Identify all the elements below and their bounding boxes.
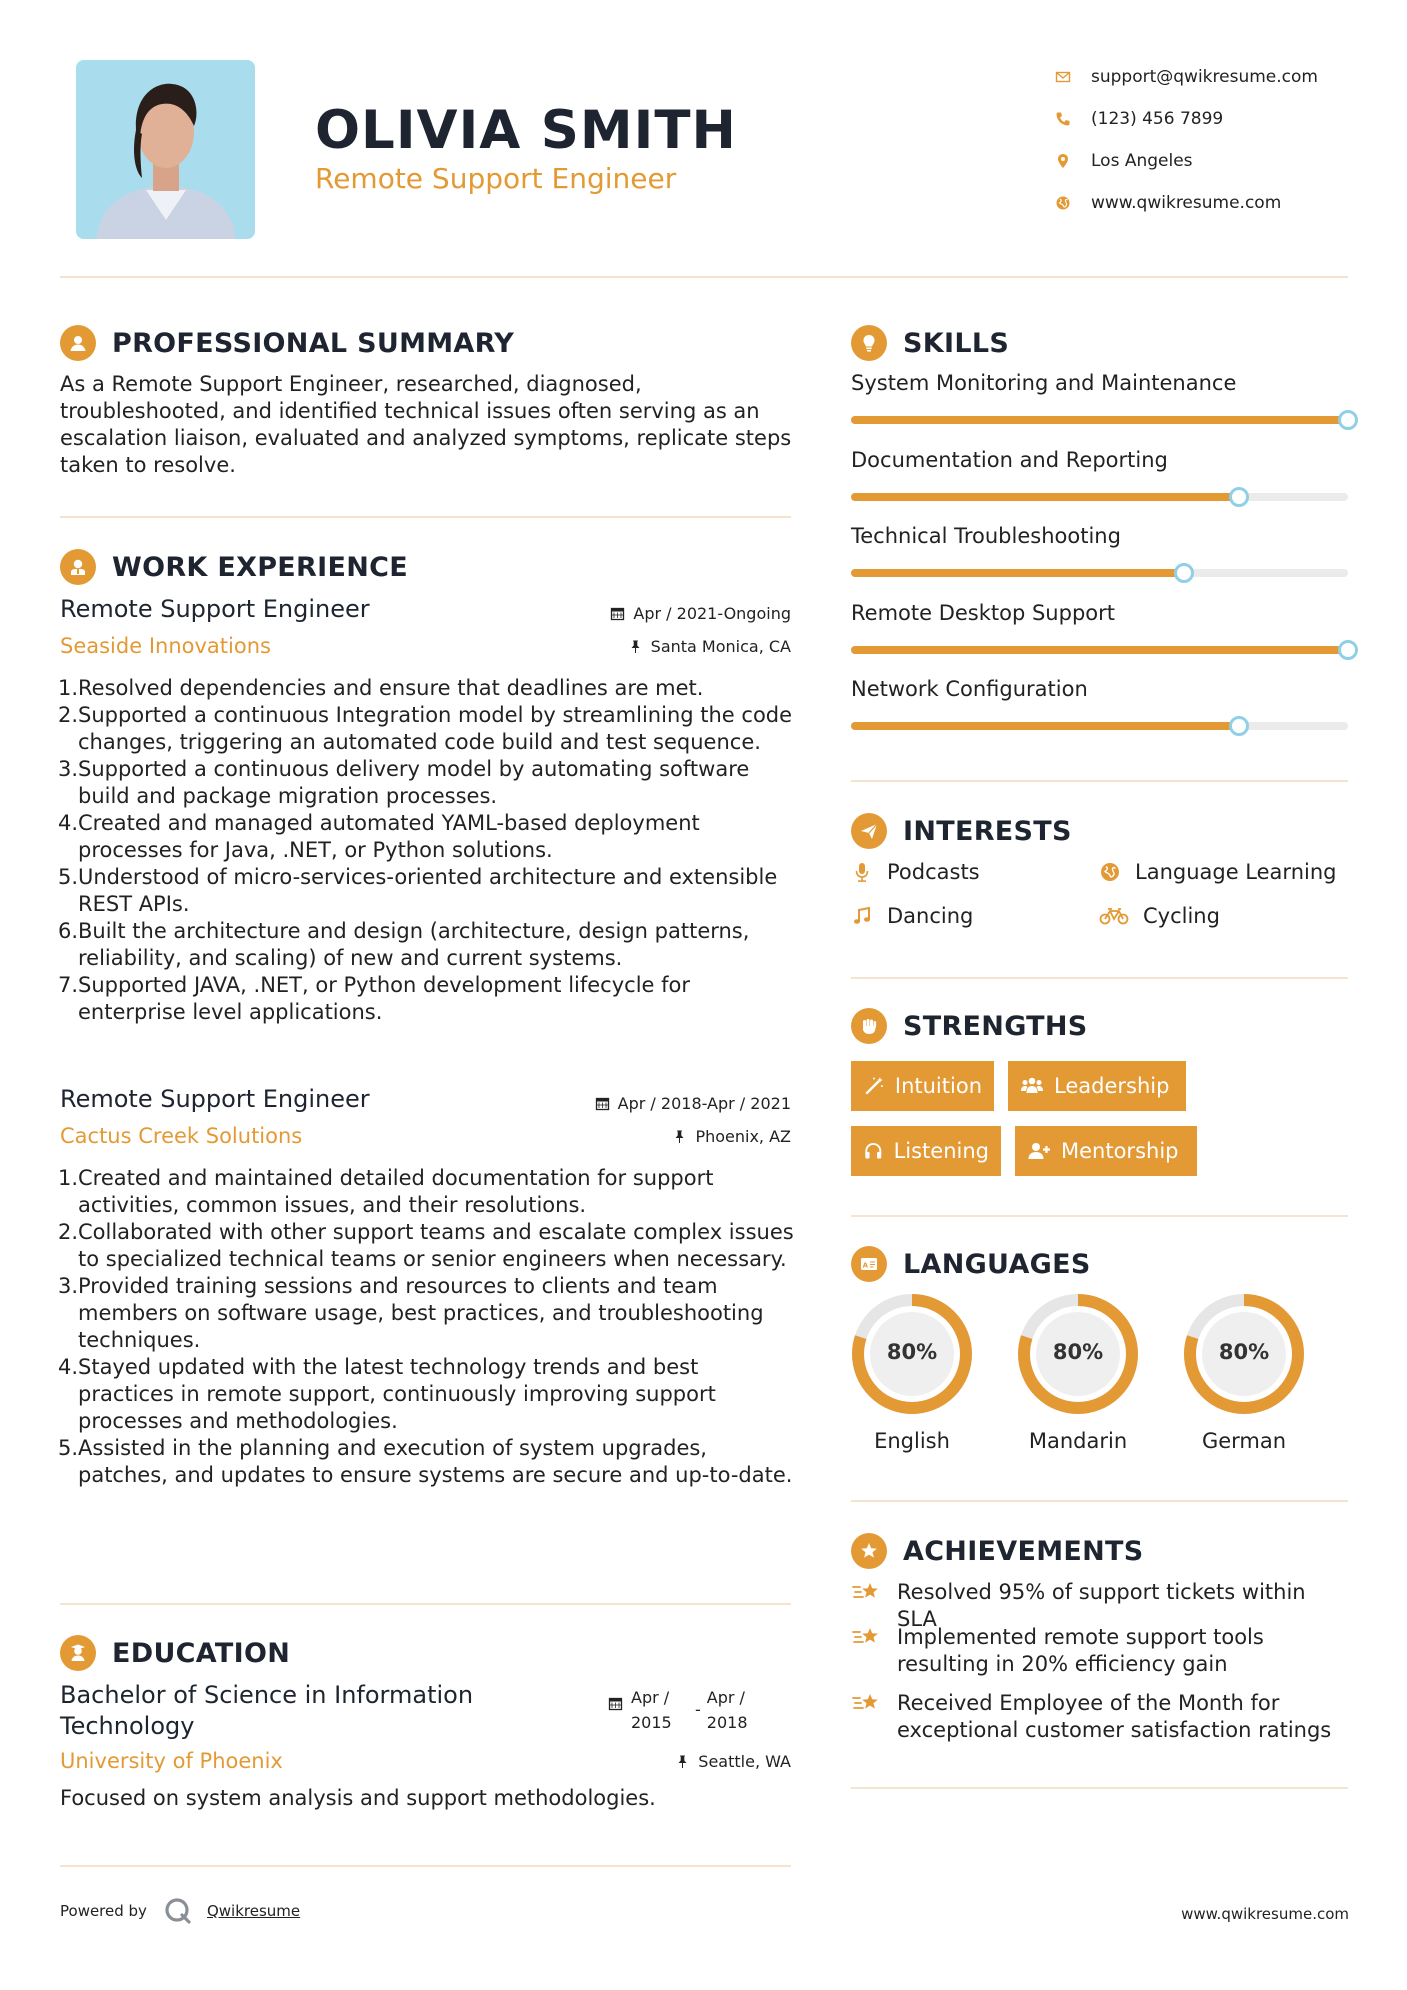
skill-bar-knob [1338,410,1358,430]
strength-intuition [851,1061,994,1111]
interests-heading [851,813,1072,849]
footer-powered-by [60,1896,300,1926]
contact-phone[interactable] [1055,98,1385,140]
language-name: English [874,1429,950,1453]
duty-item: Created and maintained detailed documentation for support activities, common issues, and their resolutions. [78,1166,714,1217]
experience-heading [60,549,408,585]
envelope-icon [1055,69,1091,85]
interest-language-learning [1099,860,1336,884]
strengths-heading [851,1008,1088,1044]
music-note-icon [851,905,873,927]
job-1-title: Remote Support Engineer [60,595,370,623]
strength-label: Leadership [1054,1074,1170,1098]
skills-divider [851,780,1348,782]
users-icon [1020,1075,1044,1097]
profile-photo [76,60,255,239]
svg-text:A: A [862,1261,869,1270]
education-title: EDUCATION [112,1637,291,1669]
interest-label: Language Learning [1135,860,1337,884]
job-2-location-text: Phoenix, AZ [695,1127,791,1146]
duty-item: Built the architecture and design (architecture, design patterns, reliability, and scaling) of new and current systems. [78,919,750,970]
duty-item: Supported a continuous Integration model by streamlining the code changes, triggering an automated code build and test sequence. [78,703,793,754]
achievement-item [851,1624,1348,1678]
job-2-date [540,1094,791,1113]
shooting-star-icon [851,1579,883,1605]
skill-name: Technical Troubleshooting [851,524,1121,548]
strengths-title: STRENGTHS [903,1010,1088,1042]
education-date-start: Apr / 2015 [631,1688,672,1732]
skill-bar-knob [1229,487,1249,507]
duty-item: Resolved dependencies and ensure that deadlines are met. [78,676,704,700]
summary-heading [60,325,514,361]
achievement-text: Implemented remote support tools resulting in 20% efficiency gain [897,1625,1264,1676]
achievements-heading [851,1533,1144,1569]
pushpin-icon [628,639,643,654]
candidate-name: OLIVIA SMITH [315,100,737,161]
experience-title: WORK EXPERIENCE [112,551,408,583]
summary-divider [60,516,791,518]
calendar-icon [610,606,625,621]
job-2-duties [58,1165,795,1489]
skill-bar-track [851,569,1348,577]
phone-text: (123) 456 7899 [1091,109,1224,129]
briefcase-icon [60,549,96,585]
strengths-divider [851,1215,1348,1217]
contact-block [1055,56,1385,224]
shooting-star-icon [851,1690,883,1716]
location-text: Los Angeles [1091,151,1193,171]
user-plus-icon [1027,1140,1051,1162]
duty-item: Supported a continuous delivery model by automating software build and package migration processes. [78,757,750,808]
interest-label: Dancing [887,904,974,928]
job-1-location-text: Santa Monica, CA [650,637,791,656]
skill-bar-knob [1338,640,1358,660]
calendar-icon [595,1096,610,1111]
strength-label: Mentorship [1061,1139,1179,1163]
job-1-location [540,637,791,656]
job-2-date-text: Apr / 2018-Apr / 2021 [617,1094,791,1113]
fist-icon [851,1008,887,1044]
interests-divider [851,977,1348,979]
contact-location [1055,140,1385,182]
language-percent: 80% [886,1340,938,1364]
skill-bar-knob [1229,716,1249,736]
achievement-text: Received Employee of the Month for exceptional customer satisfaction ratings [897,1691,1332,1742]
skill-bar-knob [1174,563,1194,583]
contact-website[interactable] [1055,182,1385,224]
duty-item: Supported JAVA, .NET, or Python development lifecycle for enterprise level applications. [78,973,690,1024]
job-2-company: Cactus Creek Solutions [60,1124,303,1148]
microphone-icon [851,861,873,883]
skills-title: SKILLS [903,327,1010,359]
duty-item: Assisted in the planning and execution of system upgrades, patches, and updates to ensure systems are secure and up-to-date. [78,1436,793,1487]
summary-title: PROFESSIONAL SUMMARY [112,327,515,359]
website-text: www.qwikresume.com [1091,193,1282,213]
headphones-icon [863,1140,884,1162]
languages-divider [851,1500,1348,1502]
skill-bar-track [851,416,1348,424]
strength-leadership [1008,1061,1186,1111]
duty-item: Created and managed automated YAML-based deployment processes for Java, .NET, or Python solutions. [78,811,700,862]
lightbulb-icon [851,325,887,361]
pushpin-icon [672,1129,687,1144]
strength-listening [851,1126,1001,1176]
skill-bar-fill [851,493,1239,501]
skill-name: System Monitoring and Maintenance [851,371,1237,395]
shooting-star-icon [851,1624,883,1650]
graduation-icon [60,1635,96,1671]
footer-brand-link[interactable]: Qwikresume [206,1902,301,1920]
achievement-text: Resolved 95% of support tickets within SLA [897,1580,1306,1631]
magic-wand-icon [863,1075,885,1097]
education-location [540,1752,791,1771]
interest-label: Podcasts [887,860,980,884]
skill-bar-track [851,493,1348,501]
duty-item: Provided training sessions and resources to clients and team members on software usage, best practices, and troubleshooting techniques. [78,1274,764,1352]
duty-item: Understood of micro-services-oriented architecture and extensible REST APIs. [78,865,778,916]
education-heading [60,1635,290,1671]
interest-label: Cycling [1143,904,1220,928]
achievements-title: ACHIEVEMENTS [903,1535,1144,1567]
interest-dancing [851,904,973,928]
duty-item: Stayed updated with the latest technology trends and best practices in remote support, continuously improving support processes and methodologies. [78,1355,716,1433]
strength-label: Intuition [894,1074,982,1098]
education-date [608,1685,757,1735]
achievements-divider [851,1787,1348,1789]
job-1-date [540,604,791,623]
skill-bar-track [851,722,1348,730]
language-percent: 80% [1052,1340,1104,1364]
job-1-company: Seaside Innovations [60,634,271,658]
star-badge-icon [851,1533,887,1569]
languages-heading [851,1246,1091,1282]
skill-name: Documentation and Reporting [851,447,1168,472]
education-degree: Bachelor of Science in Information Technology [60,1681,474,1740]
job-1-date-text: Apr / 2021-Ongoing [633,604,791,623]
summary-text: As a Remote Support Engineer, researched, diagnosed, troubleshooted, and identified technical issues often serving as an escalation liaison, evaluated and analyzed symptoms, replicate steps taken to resolve. [60,372,792,477]
header-divider [60,276,1348,278]
achievement-item [851,1690,1348,1744]
email-text: support@qwikresume.com [1091,67,1318,87]
interests-title: INTERESTS [903,815,1072,847]
phone-icon [1055,111,1091,127]
skill-bar-track [851,646,1348,654]
skill-name: Network Configuration [851,677,1088,701]
calendar-icon [608,1696,623,1711]
job-2-title: Remote Support Engineer [60,1085,370,1113]
user-icon [60,325,96,361]
pushpin-icon [675,1754,690,1769]
paper-plane-icon [851,813,887,849]
skill-bar-fill [851,416,1348,424]
language-name: German [1201,1429,1287,1453]
interest-podcasts [851,860,980,884]
interest-cycling [1099,904,1220,928]
language-name: Mandarin [1028,1429,1128,1453]
skill-bar-fill [851,722,1239,730]
language-percent: 80% [1218,1340,1270,1364]
education-date-end: Apr / 2018 [706,1688,748,1732]
education-school: University of Phoenix [60,1749,283,1773]
skill-bar-fill [851,569,1184,577]
powered-by-text: Powered by [60,1902,147,1920]
skill-bar-fill [851,646,1348,654]
contact-email[interactable] [1055,56,1385,98]
duty-item: Collaborated with other support teams and escalate complex issues to specialized technical teams or senior engineers when necessary. [78,1220,794,1271]
education-date-separator: - [695,1700,701,1719]
strength-mentorship [1015,1126,1197,1176]
globe-icon [1099,861,1121,883]
education-divider [60,1865,791,1867]
language-card-icon [851,1246,887,1282]
job-2-location [540,1127,791,1146]
bicycle-icon [1099,905,1129,927]
strength-label: Listening [893,1139,989,1163]
globe-icon [1055,195,1091,211]
skill-name: Remote Desktop Support [851,600,1115,625]
candidate-role: Remote Support Engineer [315,162,677,195]
education-note: Focused on system analysis and support methodologies. [60,1786,656,1810]
experience-divider [60,1603,791,1605]
footer-website-link[interactable]: www.qwikresume.com [1181,1905,1349,1923]
job-1-duties [58,675,795,1026]
education-location-text: Seattle, WA [698,1752,791,1771]
map-pin-icon [1055,153,1091,169]
languages-title: LANGUAGES [903,1248,1091,1280]
skills-heading [851,325,1009,361]
qwikresume-logo-icon [163,1896,193,1926]
